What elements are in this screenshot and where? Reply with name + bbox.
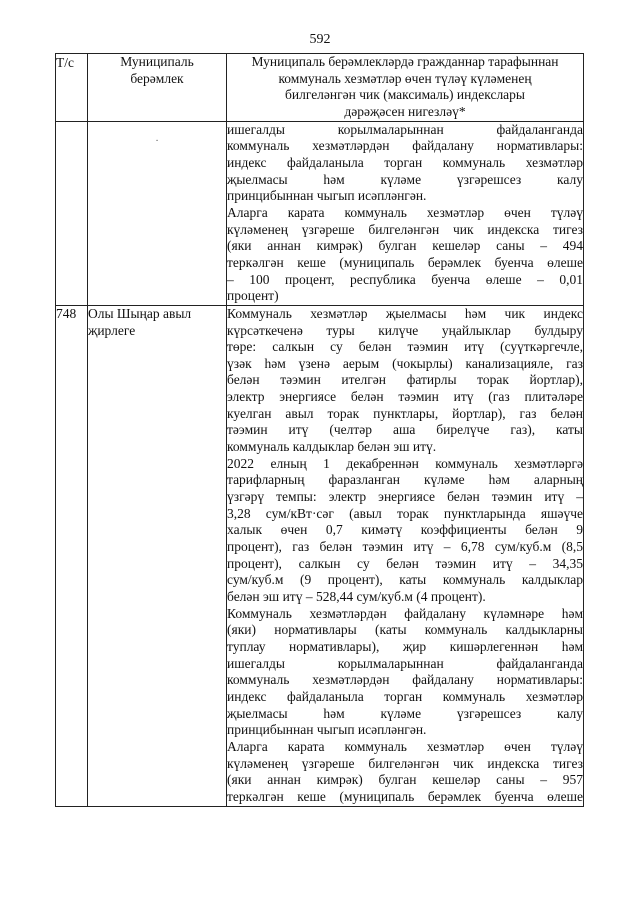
text-line: үзгәрү темпы: электр энергиясе белән тәэмин итү – xyxy=(227,489,583,505)
text-line: электр энергиясе белән тәэмин итү (газ плитәләре xyxy=(227,389,583,405)
text-line: коммуналь хезмәтләрдән файдалану нормативлары: xyxy=(227,138,583,154)
text-line: Коммуналь хезмәтләр җыелмасы һәм чик индекс xyxy=(227,305,583,321)
text-line: белән тәэмин ителгән фатирлы торак йортлар), xyxy=(227,372,583,388)
text-line: (яки) нормативлары (каты коммуналь калдыкларны xyxy=(227,622,583,638)
text-line: процент), салкын су белән тәэмин итү – 34,35 xyxy=(227,555,583,571)
text-line: процент) xyxy=(227,288,279,304)
header-line: коммуналь хезмәтләр өчен түләү күләменең xyxy=(278,70,532,86)
header-line: берәмлек xyxy=(130,70,184,86)
table-row xyxy=(56,305,584,806)
table-row xyxy=(56,121,584,305)
text-line: җыелмасы һәм күләме үзгәрешсез калу xyxy=(227,705,583,721)
municipality-name-line: җирлеге xyxy=(88,322,136,338)
text-line: теркәлгән кеше (муниципаль берәмлек буенча өлеше xyxy=(227,788,583,804)
text-line: күрсәткеченә туры килүче уңайлыклар булдыру xyxy=(227,322,583,338)
text-line: ишегалды корылмаларыннан файдаланганда xyxy=(227,121,583,137)
header-line: Муниципаль берәмлекләрдә гражданнар тарафыннан xyxy=(251,54,559,69)
text-line: 2022 елның 1 декабреннән коммуналь хезмәтләргә xyxy=(227,455,583,471)
text-line: халык өчен 0,7 кимәтү коэффициенты белән 9 xyxy=(227,522,583,538)
municipality-name-line: Олы Шыңар авыл xyxy=(88,305,192,321)
justification-text xyxy=(227,305,584,806)
header-description xyxy=(227,54,584,122)
text-line: ишегалды корылмаларыннан файдаланганда xyxy=(227,655,583,671)
text-line: принцибыннан чыгып исәпләнгән. xyxy=(227,188,427,204)
text-line: Коммуналь хезмәтләрдән файдалану күләмнәре һәм xyxy=(227,605,583,621)
text-line: принцибыннан чыгып исәпләнгән. xyxy=(227,722,427,738)
table-header-row xyxy=(56,54,584,122)
text-line: теркәлгән кеше (муниципаль берәмлек буенча өлеше xyxy=(227,254,583,270)
text-line: куелган авыл торак пунктлары, йортлар), газ белән xyxy=(227,405,583,421)
header-num: Т/с xyxy=(56,54,88,122)
justification-text xyxy=(227,121,584,305)
header-line: Муниципаль xyxy=(120,54,194,69)
text-line: төре: салкын су белән тәэмин итү (суүткәргечле, xyxy=(227,339,583,355)
text-line: (яки аннан кимрәк) булган кешеләр саны – 494 xyxy=(227,238,583,254)
text-line: туплау нормативлары), җир кишәрлегеннән һәм xyxy=(227,638,583,654)
text-line: 3,28 сум/кВт·сәг (авыл торак пунктларында яшәүче xyxy=(227,505,583,521)
text-line: тарифларның фаразланган күләме һәм аларның xyxy=(227,472,583,488)
municipality-index-table xyxy=(55,53,584,807)
text-line: җыелмасы һәм күләме үзгәрешсез калу xyxy=(227,171,583,187)
text-line: сум/куб.м (9 процент), каты коммуналь калдыклар xyxy=(227,572,583,588)
text-line: Аларга карата коммуналь хезмәтләр өчен түләү xyxy=(227,204,583,220)
text-line: Аларга карата коммуналь хезмәтләр өчен түләү xyxy=(227,738,583,754)
text-line: индекс файдаланыла торган коммуналь хезмәтләр xyxy=(227,154,583,170)
row-number: 748 xyxy=(56,305,88,806)
text-line: индекс файдаланыла торган коммуналь хезмәтләр xyxy=(227,688,583,704)
municipality-name xyxy=(88,121,227,305)
text-line: (яки аннан кимрәк) булган кешеләр саны – 957 xyxy=(227,772,583,788)
text-line: күләменең үзгәреше билгеләнгән чик индекска тигез xyxy=(227,755,583,771)
text-line: коммуналь калдыклар белән эш итү. xyxy=(227,439,437,455)
blank-cell-mark: · xyxy=(155,135,159,147)
header-line: дәрәҗәсен нигезләү* xyxy=(344,103,466,119)
text-line: үзәк һәм үзенә аерым (чокырлы) канализацияле, газ xyxy=(227,355,583,371)
text-line: күләменең үзгәреше билгеләнгән чик индекска тигез xyxy=(227,221,583,237)
page-number: 592 xyxy=(309,32,331,47)
text-line: – 100 процент, республика буенча өлеше – 0,01 xyxy=(227,271,583,287)
text-line: процент), газ белән тәэмин итү – 6,78 сум/куб.м (8,5 xyxy=(227,539,583,555)
header-line: билгеләнгән чик (максималь) индекслары xyxy=(285,87,525,103)
text-line: тәэмин итү (челтәр аша бирелүче газ), каты xyxy=(227,422,583,438)
municipality-name xyxy=(88,305,227,806)
text-line: белән эш итү – 528,44 сум/куб.м (4 процент). xyxy=(227,589,486,604)
header-municipality xyxy=(88,54,227,122)
row-number xyxy=(56,121,88,305)
text-line: коммуналь хезмәтләрдән файдалану нормативлары: xyxy=(227,672,583,688)
